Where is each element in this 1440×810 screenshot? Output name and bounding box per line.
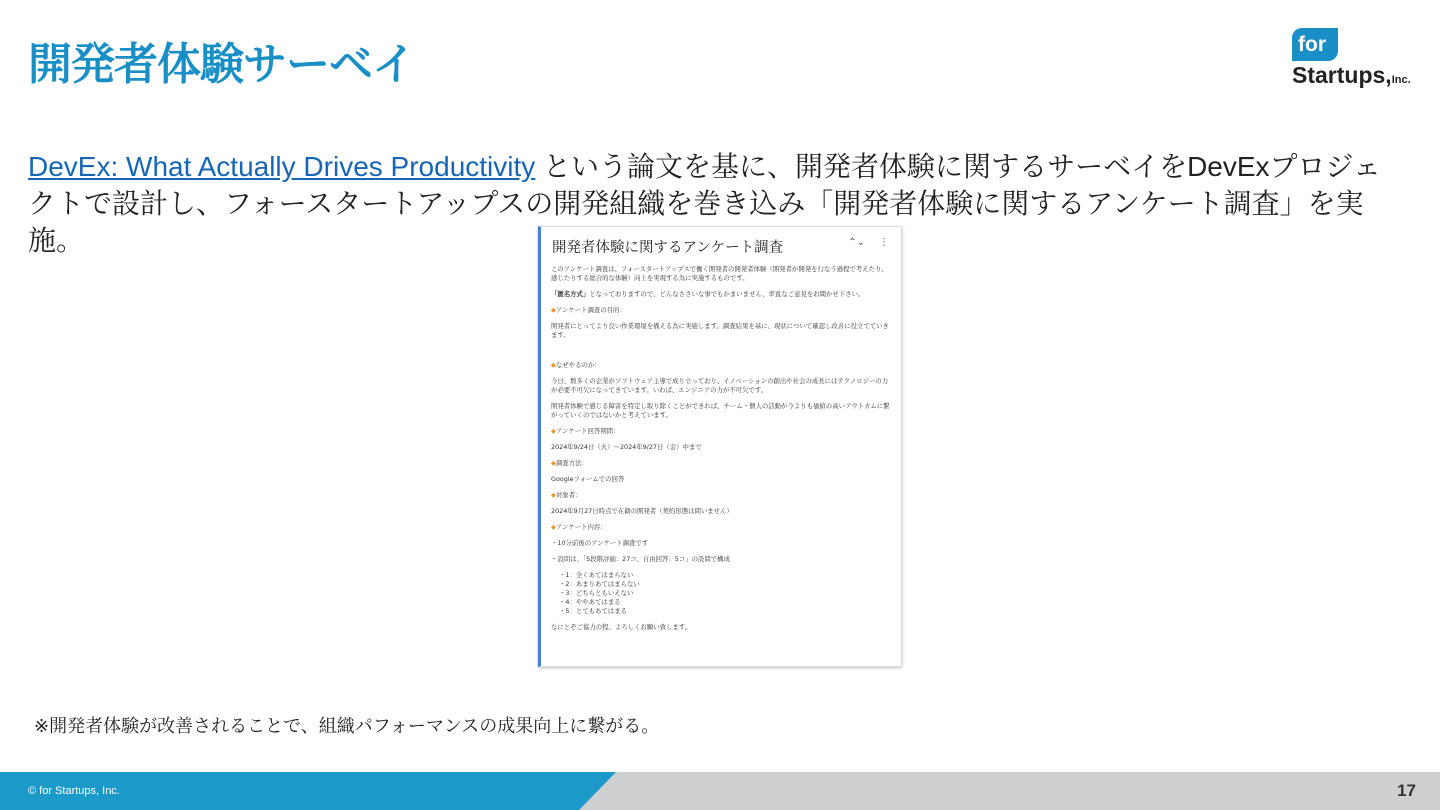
logo-inc-text: Inc. [1391, 74, 1411, 86]
why-text-1: 今日、数多くの企業がソフトウェア主導で成り立っており、イノベーションの創出や社会の成長にはテクノロジーの力が必要不可欠になってきています。いわば、エンジニアの力が不可欠です。 [551, 377, 889, 394]
diamond-icon: ◆ [551, 361, 556, 369]
logo-wordmark [1292, 62, 1411, 93]
target-heading [551, 491, 891, 500]
anonymous-text: となっておりますので、どんなささいな事でもかまいません、率直なご意見をお聞かせ下さい。 [589, 290, 865, 298]
period-heading-text: アンケート回答期間： [555, 427, 620, 435]
purpose-heading [551, 306, 891, 315]
content-heading-text: アンケート内容： [555, 523, 607, 531]
why-heading-text: なぜやるのか： [555, 361, 601, 369]
collapse-icon: ⌃⌄ [848, 237, 865, 248]
form-closing: なにとぞご協力の程、よろしくお願い致します。 [551, 623, 692, 631]
period-text: 2024年9/24日（火）〜2024年9/27日（金）中まで [551, 443, 702, 451]
diamond-icon: ◆ [551, 459, 556, 467]
target-heading-text: 対象者： [555, 491, 582, 499]
body-paragraph-text: という論文を基に、開発者体験に関するサーベイをDevExプロジェクトで設計し、フォースタートアップスの開発組織を巻き込み「開発者体験に関するアンケート調査」を実施。 [28, 151, 1381, 256]
anonymous-bold: 「匿名方式」 [551, 290, 590, 298]
diamond-icon: ◆ [551, 491, 556, 499]
scale-item: ・4：ややあてはまる [559, 598, 621, 606]
target-text: 2024年9月27日時点で在籍の開発者（契約形態は問いません） [551, 507, 733, 515]
form-anonymous-note [551, 290, 891, 299]
scale-item: ・2：あまりあてはまらない [559, 580, 640, 588]
survey-form-screenshot [538, 226, 902, 667]
company-logo [1292, 28, 1422, 90]
slide-title: 開発者体験サーベイ [28, 39, 415, 90]
logo-for-text: for [1298, 33, 1326, 56]
purpose-text: 開発者にとってより良い作業環境を備える為に実施します。調査結果を基に、現状について確認し改善に役立てていきます。 [551, 322, 889, 339]
form-header-icons [834, 237, 889, 248]
content-item-2: ・設問は、「5段階評価：27コ、自由回答：5コ」の設問で構成 [551, 555, 730, 563]
more-vert-icon: ⋮ [879, 237, 889, 248]
copyright: © for Startups, Inc. [28, 785, 120, 797]
why-heading [551, 361, 891, 370]
scale-list [551, 571, 891, 616]
diamond-icon: ◆ [551, 523, 556, 531]
content-heading [551, 523, 891, 532]
diamond-icon: ◆ [551, 306, 556, 314]
logo-badge [1292, 28, 1338, 61]
form-intro: このアンケート調査は、フォースタートアップスで働く開発者の開発者体験（開発者が開発を行なう過程で考えたり、感じたりする総合的な体験）向上を実現する為に実施するものです。 [551, 265, 888, 282]
scale-item: ・5：とてもあてはまる [559, 607, 627, 615]
diamond-icon: ◆ [551, 427, 556, 435]
scale-item: ・1：全くあてはまらない [559, 571, 634, 579]
footnote: ※開発者体験が改善されることで、組織パフォーマンスの成果向上に繋がる。 [34, 716, 660, 737]
method-heading [551, 459, 891, 468]
period-heading [551, 427, 891, 436]
form-title: 開発者体験に関するアンケート調査 [552, 240, 784, 256]
why-text-2: 開発者体験で感じる障害を特定し取り除くことができれば、チーム・個人の活動が今よりも価値の高いアウトカムに繋がっていくのではないかと考えています。 [551, 402, 890, 419]
form-description [551, 265, 891, 639]
purpose-heading-text: アンケート調査の目的： [555, 306, 626, 314]
scale-item: ・3：どちらともいえない [559, 589, 634, 597]
method-text: Googleフォームでの回答 [551, 475, 625, 483]
page-number: 17 [1397, 781, 1416, 800]
method-heading-text: 調査方法： [555, 459, 588, 467]
content-item-1: ・10分前後のアンケート調査です [551, 539, 649, 547]
logo-startups-text: Startups, [1292, 62, 1392, 88]
paper-link[interactable]: DevEx: What Actually Drives Productivity [28, 151, 536, 182]
